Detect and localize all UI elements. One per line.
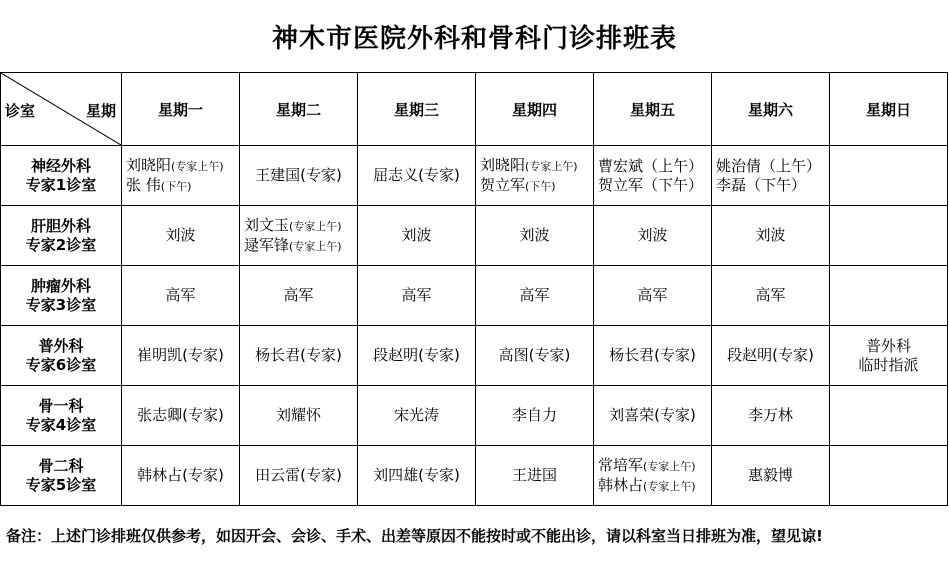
doctor-name: 刘波 xyxy=(637,226,668,244)
doctor-entry xyxy=(594,476,711,496)
doctor-entry xyxy=(712,286,829,305)
schedule-cell xyxy=(240,266,358,326)
doctor-name: 刘四雄(专家) xyxy=(373,466,460,484)
doctor-entry xyxy=(240,346,357,365)
doctor-entry xyxy=(594,286,711,305)
doctor-name: 张志卿(专家) xyxy=(137,406,224,424)
doctor-entry xyxy=(358,466,475,485)
schedule-cell xyxy=(240,326,358,386)
doctor-name: 刘波 xyxy=(401,226,432,244)
department-cell xyxy=(1,206,122,266)
doctor-entry xyxy=(594,226,711,245)
day-header-mon: 星期一 xyxy=(122,73,240,146)
doctor-name: 刘文玉 xyxy=(244,215,290,234)
schedule-cell xyxy=(476,146,594,206)
schedule-cell xyxy=(594,266,712,326)
schedule-cell xyxy=(476,266,594,326)
day-header-thu: 星期四 xyxy=(476,73,594,146)
schedule-cell xyxy=(358,446,476,506)
doctor-entry xyxy=(240,286,357,305)
doctor-name: 高军 xyxy=(283,286,314,304)
doctor-entry xyxy=(240,466,357,485)
doctor-entry xyxy=(476,176,593,196)
doctor-entry xyxy=(122,466,239,485)
doctor-name: 刘耀怀 xyxy=(275,406,321,424)
doctor-entry xyxy=(122,176,239,196)
doctor-name: 刘晓阳 xyxy=(126,155,172,174)
shift-note: (专家上午) xyxy=(643,479,696,493)
doctor-entry xyxy=(358,286,475,305)
doctor-name: 姚治倩（上午） xyxy=(716,156,822,175)
corner-week-label: 星期 xyxy=(85,102,116,120)
schedule-cell xyxy=(712,206,830,266)
schedule-cell xyxy=(122,446,240,506)
schedule-cell xyxy=(358,326,476,386)
schedule-cell xyxy=(240,146,358,206)
day-header-wed: 星期三 xyxy=(358,73,476,146)
doctor-name: 刘波 xyxy=(165,226,196,244)
schedule-cell xyxy=(358,386,476,446)
doctor-name: 贺立军（下午） xyxy=(598,175,704,194)
schedule-cell xyxy=(594,386,712,446)
doctor-entry xyxy=(358,226,475,245)
schedule-cell xyxy=(830,326,948,386)
schedule-cell xyxy=(830,266,948,326)
doctor-entry xyxy=(712,157,829,176)
schedule-cell xyxy=(594,146,712,206)
doctor-name: 刘波 xyxy=(755,226,786,244)
page-title: 神木市医院外科和骨科门诊排班表 xyxy=(271,23,677,54)
doctor-entry xyxy=(594,176,711,195)
doctor-entry xyxy=(830,337,947,356)
doctor-name: 田云雷(专家) xyxy=(255,466,342,484)
day-header-fri: 星期五 xyxy=(594,73,712,146)
doctor-entry xyxy=(594,346,711,365)
schedule-cell xyxy=(358,146,476,206)
schedule-cell xyxy=(476,446,594,506)
clinic-room-name: 专家6诊室 xyxy=(25,355,97,374)
schedule-cell xyxy=(240,206,358,266)
schedule-cell xyxy=(476,206,594,266)
doctor-name: 高军 xyxy=(755,286,786,304)
doctor-entry xyxy=(712,466,829,485)
footer-note: 备注：上述门诊排班仅供参考，如因开会、会诊、手术、出差等原因不能按时或不能出诊，请以科室当日排班为准，望见谅! xyxy=(6,527,823,545)
schedule-cell xyxy=(476,386,594,446)
doctor-name: 逯军锋 xyxy=(244,235,290,254)
doctor-name: 临时指派 xyxy=(858,355,919,374)
shift-note: (专家上午) xyxy=(171,159,224,173)
doctor-name: 高军 xyxy=(401,286,432,304)
doctor-entry xyxy=(358,406,475,425)
department-name: 普外科 xyxy=(38,336,84,355)
doctor-name: 韩林占(专家) xyxy=(137,466,224,484)
doctor-entry xyxy=(476,156,593,176)
doctor-name: 曹宏斌（上午） xyxy=(598,156,704,175)
doctor-entry xyxy=(122,156,239,176)
table-row xyxy=(1,446,948,506)
department-name: 骨一科 xyxy=(38,396,84,415)
day-header-sun: 星期日 xyxy=(830,73,948,146)
shift-note: (专家上午) xyxy=(289,239,342,253)
doctor-entry xyxy=(594,456,711,476)
doctor-entry xyxy=(240,236,357,256)
schedule-cell xyxy=(712,146,830,206)
corner-header-cell xyxy=(1,73,122,146)
doctor-name: 高图(专家) xyxy=(498,346,571,364)
doctor-name: 杨长君(专家) xyxy=(255,346,342,364)
department-name: 神经外科 xyxy=(30,156,91,175)
header-row xyxy=(1,73,948,146)
doctor-entry xyxy=(122,286,239,305)
schedule-cell xyxy=(712,266,830,326)
doctor-name: 李万林 xyxy=(747,406,793,424)
schedule-cell xyxy=(712,326,830,386)
doctor-name: 高军 xyxy=(637,286,668,304)
department-name: 肝胆外科 xyxy=(30,216,91,235)
schedule-cell xyxy=(122,206,240,266)
department-cell xyxy=(1,386,122,446)
schedule-cell xyxy=(712,386,830,446)
schedule-cell xyxy=(240,386,358,446)
day-header-tue: 星期二 xyxy=(240,73,358,146)
doctor-entry xyxy=(830,356,947,375)
doctor-name: 高军 xyxy=(165,286,196,304)
schedule-cell xyxy=(830,206,948,266)
schedule-cell xyxy=(830,446,948,506)
clinic-room-name: 专家5诊室 xyxy=(25,475,97,494)
doctor-entry xyxy=(712,406,829,425)
schedule-cell xyxy=(594,446,712,506)
doctor-name: 宋光涛 xyxy=(393,406,439,424)
doctor-entry xyxy=(240,166,357,185)
doctor-name: 刘晓阳 xyxy=(480,155,526,174)
schedule-cell xyxy=(830,386,948,446)
doctor-entry xyxy=(712,176,829,195)
doctor-entry xyxy=(476,226,593,245)
corner-room-label: 诊室 xyxy=(5,102,36,120)
doctor-name: 段赵明(专家) xyxy=(727,346,814,364)
shift-note: (下午) xyxy=(160,179,192,193)
clinic-room-name: 专家1诊室 xyxy=(25,175,97,194)
schedule-cell xyxy=(594,326,712,386)
schedule-table xyxy=(0,72,948,506)
doctor-entry xyxy=(122,226,239,245)
doctor-entry xyxy=(122,346,239,365)
doctor-name: 刘波 xyxy=(519,226,550,244)
doctor-name: 韩林占 xyxy=(598,475,644,494)
department-name: 肿瘤外科 xyxy=(30,276,91,295)
doctor-name: 李磊（下午） xyxy=(716,175,807,194)
doctor-entry xyxy=(712,226,829,245)
clinic-room-name: 专家2诊室 xyxy=(25,235,97,254)
doctor-name: 杨长君(专家) xyxy=(609,346,696,364)
doctor-entry xyxy=(476,466,593,485)
schedule-cell xyxy=(358,266,476,326)
doctor-name: 高军 xyxy=(519,286,550,304)
shift-note: (专家上午) xyxy=(525,159,578,173)
schedule-cell xyxy=(122,326,240,386)
table-row xyxy=(1,206,948,266)
doctor-entry xyxy=(240,406,357,425)
shift-note: (专家上午) xyxy=(643,459,696,473)
schedule-cell xyxy=(240,446,358,506)
doctor-name: 贺立军 xyxy=(480,175,526,194)
table-row xyxy=(1,146,948,206)
doctor-name: 屈志义(专家) xyxy=(373,166,460,184)
department-cell xyxy=(1,266,122,326)
doctor-name: 王建国(专家) xyxy=(255,166,342,184)
doctor-entry xyxy=(712,346,829,365)
doctor-entry xyxy=(240,216,357,236)
schedule-cell xyxy=(122,266,240,326)
doctor-name: 崔明凯(专家) xyxy=(137,346,224,364)
schedule-cell xyxy=(476,326,594,386)
doctor-entry xyxy=(476,286,593,305)
table-row xyxy=(1,326,948,386)
schedule-cell xyxy=(358,206,476,266)
schedule-cell xyxy=(830,146,948,206)
doctor-name: 张 伟 xyxy=(126,175,161,194)
schedule-cell xyxy=(594,206,712,266)
department-cell xyxy=(1,326,122,386)
doctor-entry xyxy=(594,406,711,425)
schedule-cell xyxy=(122,146,240,206)
schedule-cell xyxy=(122,386,240,446)
table-row xyxy=(1,386,948,446)
shift-note: (专家上午) xyxy=(289,219,342,233)
doctor-name: 段赵明(专家) xyxy=(373,346,460,364)
doctor-entry xyxy=(358,346,475,365)
clinic-room-name: 专家3诊室 xyxy=(25,295,97,314)
doctor-entry xyxy=(358,166,475,185)
doctor-entry xyxy=(476,346,593,365)
doctor-name: 惠毅博 xyxy=(747,466,793,484)
department-cell xyxy=(1,446,122,506)
table-row xyxy=(1,266,948,326)
doctor-name: 常培军 xyxy=(598,455,644,474)
doctor-name: 王进国 xyxy=(511,466,557,484)
doctor-entry xyxy=(476,406,593,425)
shift-note: (下午) xyxy=(525,179,556,193)
doctor-entry xyxy=(594,157,711,176)
day-header-sat: 星期六 xyxy=(712,73,830,146)
doctor-name: 普外科 xyxy=(865,336,911,355)
department-name: 骨二科 xyxy=(38,456,84,475)
clinic-room-name: 专家4诊室 xyxy=(25,415,97,434)
schedule-cell xyxy=(712,446,830,506)
department-cell xyxy=(1,146,122,206)
doctor-name: 李自力 xyxy=(511,406,557,424)
doctor-entry xyxy=(122,406,239,425)
doctor-name: 刘喜荣(专家) xyxy=(609,406,696,424)
